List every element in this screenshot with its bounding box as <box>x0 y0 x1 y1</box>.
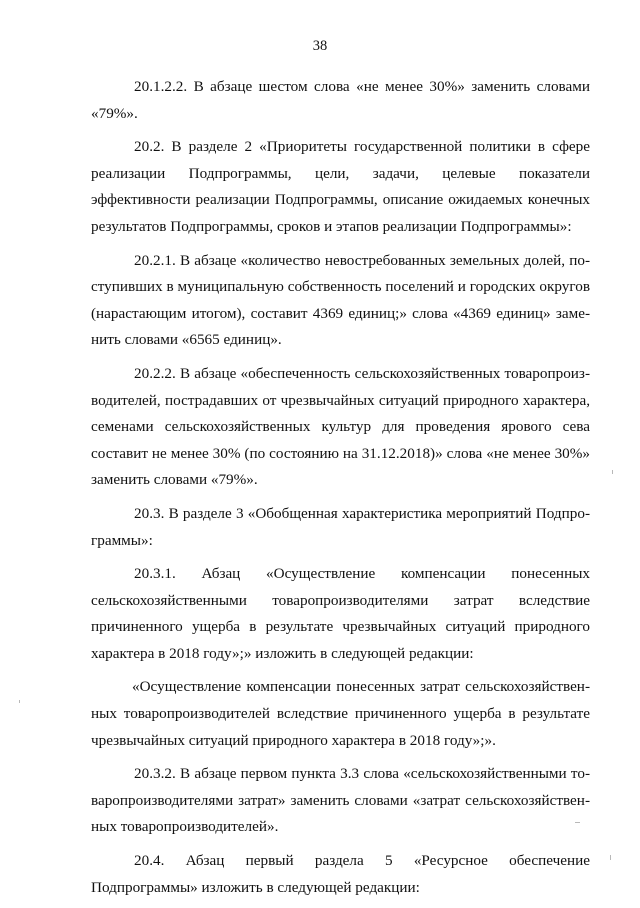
paragraph-20-2-2: 20.2.2. В абзаце «обеспеченность сельскохозяйственных товаропроизводителей, пострадавших от чрезвычайных ситуаций природного характера, семенами сельскохозяйственных культур для проведения ярового сева составит не менее 30% (по состоянию на 31.12.2018)» слова «не менее 30%» заменить словами «79%». <box>91 364 590 489</box>
paragraph-20-3-2: 20.3.2. В абзаце первом пункта 3.3 слова «сельскохозяйственными товаропроизводителями затрат» заменить словами «затрат сельскохозяйственных товаропроизводителей». <box>91 765 590 836</box>
scan-speck <box>612 470 613 474</box>
paragraph-20-3-1: 20.3.1. Абзац «Осуществление компенсации понесенных сельскохозяйственными товаропроизводителями затрат вследствие причиненного ущерба в результате чрезвычайных ситуаций природного характера в 2018 году»;» изложить в следующей редакции: <box>91 565 590 662</box>
scan-speck <box>610 855 611 860</box>
document-body <box>91 74 590 908</box>
page-number: 38 <box>312 38 328 54</box>
paragraph-20-3: 20.3. В разделе 3 «Обобщенная характеристика мероприятий Подпрограммы»: <box>91 504 590 549</box>
paragraph-20-1-2-2: 20.1.2.2. В абзаце шестом слова «не менее 30%» заменить словами «79%». <box>91 78 590 122</box>
paragraph-20-4: 20.4. Абзац первый раздела 5 «Ресурсное обеспечение Подпрограммы» изложить в следующей редакции: <box>91 852 590 896</box>
scan-speck <box>19 700 20 703</box>
paragraph-20-2-1: 20.2.1. В абзаце «количество невостребованных земельных долей, поступивших в муниципальную собственность поселений и городских округов (нарастающим итогом), составит 4369 единиц;» слова «4369 единиц» заменить словами «6565 единиц». <box>91 251 590 349</box>
paragraph-20-3-1-new-wording: «Осуществление компенсации понесенных затрат сельскохозяйственных товаропроизводителей вследствие причиненного ущерба в результате чрезвычайных ситуаций природного характера в 2018 году»;». <box>91 678 590 749</box>
paragraph-20-2: 20.2. В разделе 2 «Приоритеты государственной политики в сфере реализации Подпрограммы, цели, задачи, целевые показатели эффективности реализации Подпрограммы, описание ожидаемых конечных результатов Подпрограммы, сроков и этапов реализации Подпрограммы»: <box>91 138 590 235</box>
scan-speck <box>575 822 580 823</box>
